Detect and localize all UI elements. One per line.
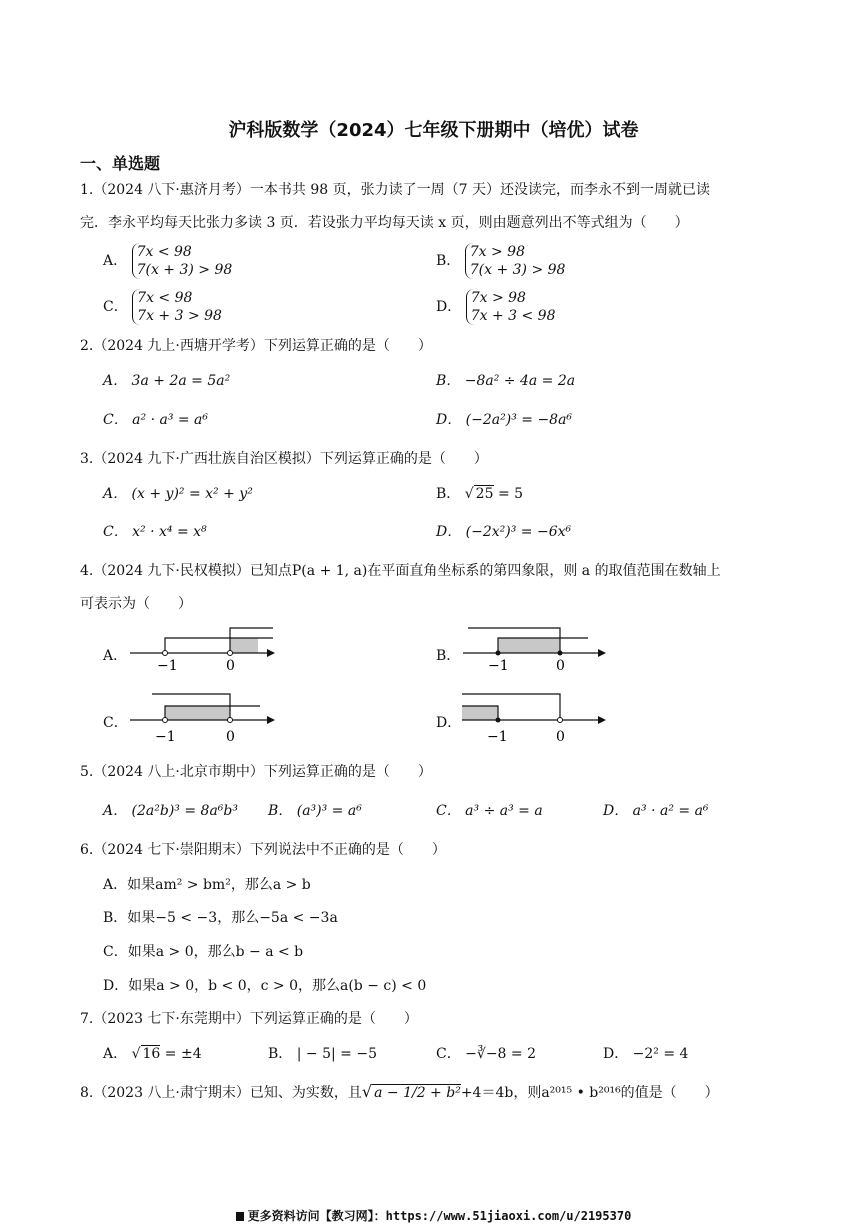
q7-a-radicand: 16 (142, 1046, 161, 1062)
q4-option-d-label[interactable]: D． (436, 715, 462, 731)
q5-option-b[interactable]: B． (a³)³ = a⁶ (268, 803, 362, 819)
q6-option-a[interactable]: A．如果am² > bm²，那么a > b (103, 877, 311, 893)
q7-option-c[interactable]: C． −∛−8 = 2 (436, 1046, 536, 1062)
question-7-stem: 7.（2023 七下·东莞期中）下列运算正确的是（ ） (80, 1011, 418, 1027)
q3-option-b[interactable]: B． √ 25 = 5 (436, 486, 524, 502)
q4-option-b-label[interactable]: B． (436, 648, 461, 664)
q7-option-a[interactable]: A． √ 16 = ±4 (103, 1046, 202, 1062)
q2-option-a[interactable]: A． 3a + 2a = 5a² (103, 373, 231, 389)
section-heading: 一、单选题 (80, 154, 161, 173)
question-8-stem: 8.（2023 八上·肃宁期末）已知、为实数，且√ a − 1/2 + b²+4＝4b，则a²⁰¹⁵ • b²⁰¹⁶的值是（ ） (80, 1082, 719, 1101)
footer-link[interactable] (0, 1207, 867, 1224)
page-title: 沪科版数学（2024）七年级下册期中（培优）试卷 (228, 120, 639, 141)
question-2-stem: 2.（2024 九上·西塘开学考）下列运算正确的是（ ） (80, 338, 432, 354)
q7-option-d[interactable]: D． −2² = 4 (603, 1046, 689, 1062)
q5-option-a[interactable]: A． (2a²b)³ = 8a⁶b³ (103, 803, 238, 819)
q7-option-b[interactable]: B． | − 5| = −5 (268, 1046, 377, 1062)
question-1-line2: 完．李永平均每天比张力多读 3 页．若设张力平均每天读 x 页，则由题意列出不等式组为（ ） (80, 215, 689, 231)
q3-option-a[interactable]: A． (x + y)² = x² + y² (103, 486, 253, 502)
q3-option-c[interactable]: C． x² · x⁴ = x⁸ (103, 524, 207, 540)
q1-option-c[interactable]: C． 7x < 98 7x + 3 > 98 (103, 290, 222, 324)
q1-a-row2: 7(x + 3) > 98 (136, 262, 233, 278)
question-4-line1: 4.（2024 九下·民权模拟）已知点P(a + 1, a)在平面直角坐标系的第四象限，则 a 的取值范围在数轴上 (80, 563, 721, 579)
q1-option-a[interactable]: A． 7x < 98 7(x + 3) > 98 (103, 244, 233, 278)
q4-option-c-label[interactable]: C． (103, 715, 128, 731)
q6-option-d[interactable]: D．如果a > 0，b < 0，c > 0，那么a(b − c) < 0 (103, 978, 427, 994)
q1-d-row2: 7x + 3 < 98 (470, 308, 556, 324)
q2-option-b[interactable]: B． −8a² ÷ 4a = 2a (436, 373, 576, 389)
q3-b-radicand: 25 (475, 486, 494, 502)
q1-c-row1: 7x < 98 (137, 290, 193, 306)
tick-label-neg1: −1 (155, 729, 176, 745)
tick-label-neg1: −1 (487, 729, 508, 745)
q5-option-d[interactable]: D． a³ · a² = a⁶ (603, 803, 709, 819)
q1-b-row2: 7(x + 3) > 98 (469, 262, 566, 278)
q1-c-row2: 7x + 3 > 98 (137, 308, 222, 324)
q4-number-line-d (458, 690, 618, 746)
question-6-stem: 6.（2024 七下·崇阳期末）下列说法中不正确的是（ ） (80, 842, 446, 858)
q2-option-d[interactable]: D． (−2a²)³ = −8a⁶ (436, 412, 573, 428)
question-5-stem: 5.（2024 八上·北京市期中）下列运算正确的是（ ） (80, 764, 432, 780)
question-3-stem: 3.（2024 九下·广西壮族自治区模拟）下列运算正确的是（ ） (80, 451, 488, 467)
q4-number-line-b (458, 624, 618, 674)
tick-label-0: 0 (556, 658, 565, 674)
footer-text: 更多资料访问【教习网】：https://www.51jiaoxi.com/u/2195370 (247, 1209, 632, 1223)
q1-d-row1: 7x > 98 (470, 290, 526, 306)
tick-label-0: 0 (226, 729, 235, 745)
tick-label-0: 0 (226, 658, 235, 674)
tick-label-neg1: −1 (488, 658, 509, 674)
q2-option-c[interactable]: C． a² · a³ = a⁶ (103, 412, 209, 428)
tick-label-0: 0 (556, 729, 565, 745)
q4-number-line-c (125, 690, 285, 746)
q6-option-b[interactable]: B．如果−5 < −3，那么−5a < −3a (103, 910, 338, 926)
question-1-line1: 1.（2024 八下·惠济月考）一本书共 98 页，张力读了一周（7 天）还没读完，而李永不到一周就已读 (80, 182, 710, 198)
question-4-line2: 可表示为（ ） (80, 596, 192, 612)
q8-radicand: a − 1/2 + b² (374, 1085, 461, 1101)
q4-number-line-a (125, 624, 285, 674)
q1-option-b[interactable]: B． 7x > 98 7(x + 3) > 98 (436, 244, 566, 278)
q6-option-c[interactable]: C．如果a > 0，那么b − a < b (103, 944, 304, 960)
q1-a-row1: 7x < 98 (136, 244, 192, 260)
q4-option-a-label[interactable]: A． (103, 648, 128, 664)
flag-icon (236, 1212, 244, 1221)
q1-b-row1: 7x > 98 (469, 244, 525, 260)
tick-label-neg1: −1 (157, 658, 178, 674)
q5-option-c[interactable]: C． a³ ÷ a³ = a (436, 803, 543, 819)
q3-option-d[interactable]: D． (−2x²)³ = −6x⁶ (436, 524, 572, 540)
q1-option-d[interactable]: D． 7x > 98 7x + 3 < 98 (436, 290, 556, 324)
